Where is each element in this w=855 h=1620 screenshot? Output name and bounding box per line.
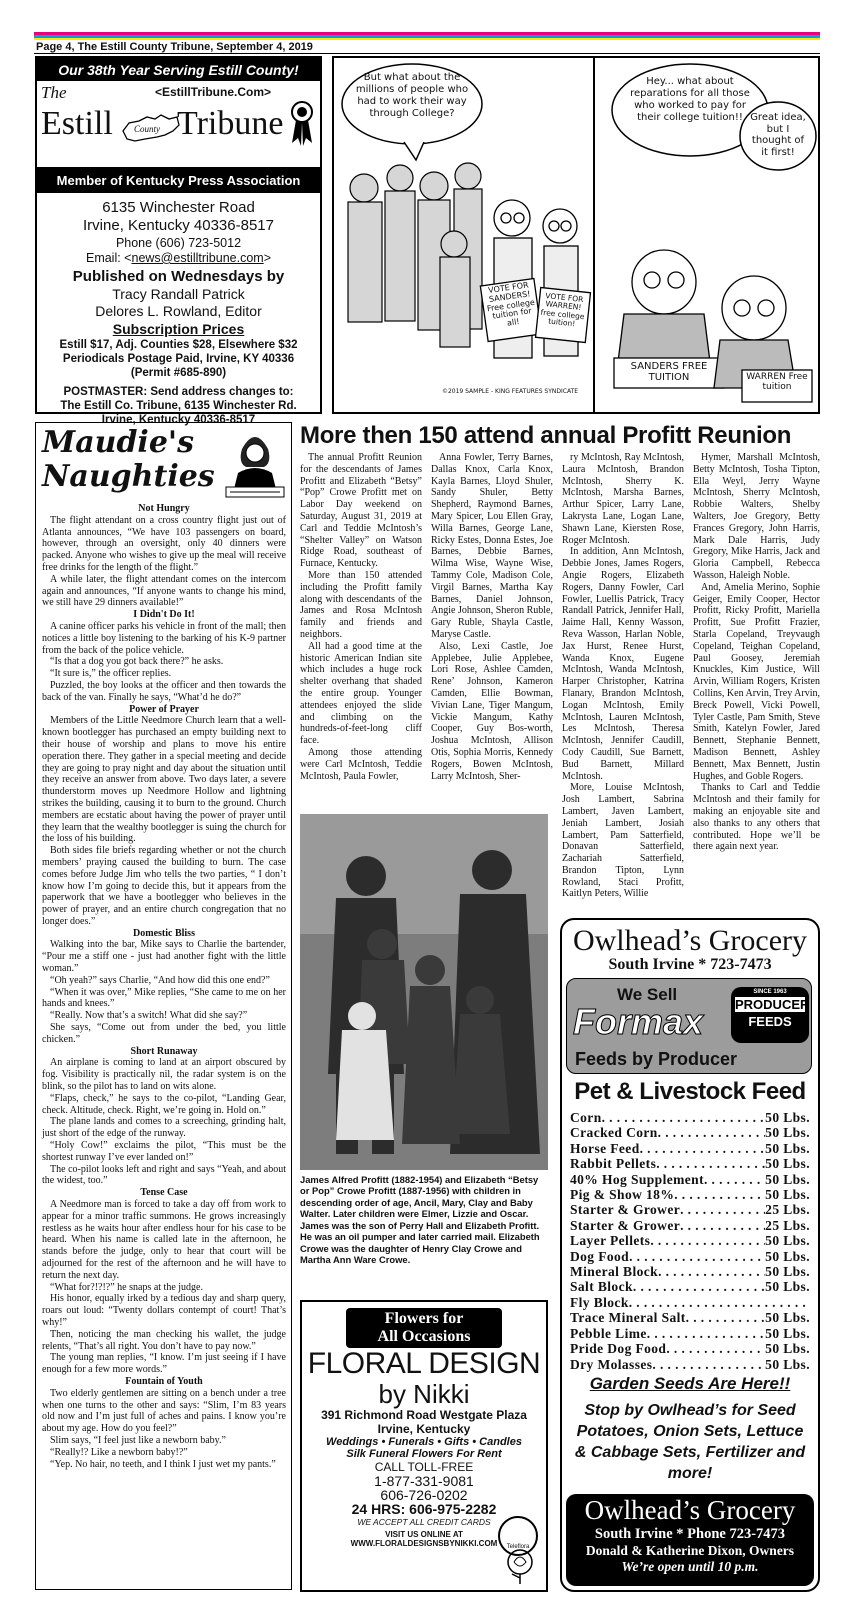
feed-name: Starter & Grower: [570, 1202, 681, 1218]
feed-amount: 50 Lbs.: [765, 1110, 810, 1125]
feed-name: Pride Dog Food: [570, 1341, 667, 1357]
feed-item: [570, 1202, 810, 1217]
feed-item: [570, 1156, 810, 1171]
formax-producer-banner: [566, 978, 812, 1074]
cartoon-label-sanders: SANDERS FREE TUITION: [630, 361, 708, 383]
joke-paragraph: “What for?!?!?” he snaps at the judge.: [50, 1281, 203, 1293]
joke-paragraph: “Is that a dog you got back there?” he asks.: [50, 656, 224, 668]
floral-name: FLORAL DESIGN: [307, 1347, 541, 1380]
joke-paragraph: The young man replies, “I know. I’m just seeing if I have enough for a few more words.”: [42, 1352, 286, 1376]
floral-tollfree-label: CALL TOLL-FREE: [374, 1460, 474, 1474]
joke-paragraph: She says, “Come out from under the bed, you little chicken.”: [42, 1022, 286, 1045]
feed-amount: 25 Lbs.: [765, 1202, 810, 1218]
feed-amount: 50 Lbs.: [765, 1341, 810, 1357]
joke-paragraph: “Holy Cow!” exclaims the pilot, “This must be the shortest runway I’ve ever landed on!”: [42, 1140, 286, 1163]
feed-name: Mineral Block: [570, 1264, 659, 1280]
floral-tollfree-number[interactable]: 1-877-331-9081: [374, 1473, 474, 1489]
feed-name: Rabbit Pellets: [570, 1156, 657, 1172]
joke-paragraph: “Oh yeah?” says Charlie, “And how did this one end?”: [50, 974, 270, 986]
feed-leader: [686, 1310, 766, 1325]
article-paragraph: Hymer, Marshall McIntosh, Betty McIntosh, Tosha Tipton, Ella Weyl, Jerry Wayne McIntosh, Sherry McIntosh, Robbie Walters, Shelby Walters, Joe Gregory, Betty Frances Gregory, John Harris, Mark Dale Harris, Judy Gregory, Mike Harris, Jack and Gloria Campbell, Rebecca Wasson, Haleigh Noble.: [693, 452, 820, 581]
joke-heading: Fountain of Youth: [125, 1375, 203, 1387]
formax-logo: Formax: [573, 1001, 704, 1042]
postmaster-line-2: The Estill Co. Tribune, 6135 Winchester Rd.: [60, 399, 297, 412]
feed-amount: 50 Lbs.: [765, 1325, 810, 1341]
floral-banner-line-2: All Occasions: [377, 1328, 471, 1345]
published-line: Published on Wednesdays by: [72, 268, 285, 286]
cartoon-bubble-reply: Great idea, but I thought of it first!: [750, 112, 806, 158]
email-suffix: >: [263, 250, 271, 265]
producer-feeds-badge: [731, 987, 809, 1043]
feed-heading: Pet & Livestock Feed: [574, 1078, 806, 1105]
joke-paragraph: “It sure is,” the officer replies.: [50, 668, 172, 680]
floral-silk: Silk Funeral Flowers For Rent: [346, 1448, 502, 1460]
producer-since: SINCE 1963: [753, 989, 787, 995]
floral-visit: VISIT US ONLINE AT: [385, 1530, 463, 1539]
joke-heading: Not Hungry: [138, 503, 190, 514]
address-line-2: Irvine, Kentucky 40336-8517: [83, 217, 274, 235]
page-header: Page 4, The Estill County Tribune, September 4, 2019: [36, 41, 313, 53]
award-ribbon-icon: [289, 97, 315, 149]
joke-heading: Power of Prayer: [129, 703, 199, 715]
joke-paragraph: His honor, equally irked by a tedious day and sharp query, roars out loud: “Twenty dollars contempt of court! That’s why!”: [42, 1293, 286, 1328]
postmaster-line-1: POSTMASTER: Send address changes to:: [63, 385, 294, 398]
feed-item: [570, 1310, 810, 1325]
feed-amount: 50 Lbs.: [765, 1187, 810, 1203]
subscription-prices: Estill $17, Adj. Counties $28, Elsewhere $32: [59, 338, 298, 351]
feed-name: Horse Feed: [570, 1140, 640, 1156]
joke-paragraph: A canine officer parks his vehicle in front of the mall; then notices a little boy listening to the barking of his K-9 partner from the back of the police vehicle.: [42, 620, 286, 656]
stop-by-text: Stop by Owlhead’s for Seed Potatoes, Onion Sets, Lettuce & Cabbage Sets, Fertilizer and more!: [574, 1402, 806, 1482]
feed-item: [570, 1341, 810, 1356]
floral-credit-cards: WE ACCEPT ALL CREDIT CARDS: [357, 1517, 491, 1527]
cartoon-bubble-right: Hey... what about reparations for all those who worked to pay for their college tuition!!: [630, 76, 750, 123]
joke-paragraph: “When it was over,” Mike replies, “She came to me on her hands and knees.”: [42, 986, 286, 1010]
feed-name: Dog Food: [570, 1248, 630, 1264]
feed-item: [570, 1279, 810, 1294]
joke-paragraph: Members of the Little Needmore Church learn that a well-known bootlegger has purchased an empty building next to their house of worship and plans to move his entire operation there. They gather in a special meeting and decide they are going to pray night and day about the situation until they receive an answer from above. Two days later, a severe thunderstorm moves up Needmore Hollow and lightning strikes the building, causing it to burn to the ground. Church members are ecstatic about having the power of prayer until they learn that the wealthy bootlegger is suing the church for the loss of his building.: [42, 715, 286, 845]
feed-amount: 50 Lbs.: [765, 1171, 810, 1187]
owlheads-grocery-ad: [560, 918, 820, 1592]
maudie-portrait: [224, 429, 286, 499]
article-paragraph: All had a good time at the historic American Indian site which includes a huge rock shelter overhang that shaded the entire group. Younger attendees enjoyed the slide and climbing on the hundreds-of-feet-long cliff face.: [300, 640, 422, 747]
feed-name: Pebble Lime: [570, 1325, 647, 1341]
feed-name: Dry Molasses: [570, 1356, 653, 1372]
floral-services: Weddings • Funerals • Gifts • Candles: [326, 1436, 522, 1448]
owl-hours: We’re open until 10 p.m.: [621, 1559, 759, 1574]
masthead: [35, 56, 322, 426]
feeds-by-producer: Feeds by Producer: [575, 1049, 738, 1069]
owl-location: South Irvine * 723-7473: [608, 956, 772, 973]
reunion-column-3: [562, 452, 684, 900]
floral-banner-line-1: Flowers for: [384, 1310, 464, 1327]
joke-paragraph: “Yep. No hair, no teeth, and I think I just wet my pants.”: [50, 1458, 276, 1470]
feed-amount: 50 Lbs.: [765, 1125, 810, 1141]
feed-leader: [666, 1341, 765, 1356]
feed-item: [570, 1172, 810, 1187]
feed-name: Pig & Show 18%: [570, 1187, 675, 1203]
feed-amount: 25 Lbs.: [765, 1217, 810, 1233]
website-label[interactable]: <EstillTribune.Com>: [155, 85, 272, 99]
feed-amount: 50 Lbs.: [765, 1264, 810, 1280]
maudie-title-2: Naughties: [42, 459, 215, 494]
reunion-column-4: [693, 452, 820, 853]
garden-seeds: Garden Seeds Are Here!!: [589, 1374, 791, 1393]
feed-item: [570, 1141, 810, 1156]
feed-amount: 50 Lbs.: [765, 1156, 810, 1172]
floral-by-nikki: by Nikki: [378, 1379, 470, 1409]
masthead-banner: Our 38th Year Serving Estill County!: [37, 58, 320, 81]
feed-amount: 50 Lbs.: [765, 1310, 810, 1326]
rose-icon: [500, 1544, 540, 1584]
photo-caption: James Alfred Profitt (1882-1954) and Elizabeth “Betsy or Pop” Crowe Profitt (1887-1956) with children in descending order of age, Ancil, Mary, Clay and Baby Walter. Later children were Elmer, Lizzie and Oscar. James was the son of Perry Hall and Elizabeth Profitt. He was an oil pumper and later carried mail. Elizabeth Crowe was the daughter of Henry Clay Crowe and Martha Ann Ware Crowe.: [300, 1174, 540, 1266]
feed-leader: [629, 1295, 810, 1310]
logo-tribune: Tribune: [177, 105, 284, 142]
article-paragraph: More than 150 attended including the Profitt family along with descendants of the James and Rosa McIntosh family and friends and neighbors.: [300, 569, 422, 640]
feed-name: 40% Hog Supplement: [570, 1171, 704, 1187]
editor-name: Delores L. Rowland, Editor: [95, 303, 262, 320]
owl-name: Owlhead’s Grocery: [572, 924, 808, 957]
feed-leader: [640, 1141, 766, 1156]
address-line-1: 6135 Winchester Road: [102, 199, 255, 216]
feed-amount: 50 Lbs.: [765, 1356, 810, 1372]
joke-paragraph: “Really!? Like a newborn baby!?”: [50, 1446, 188, 1458]
joke-paragraph: A Needmore man is forced to take a day off from work to appear for a minor traffic summons. He grows increasingly restless as he waits hour after endless hour for his case to be heard. When his name is called late in the afternoon, he stands before the judge, only to hear that court will be adjourned for the rest of the afternoon and he will have to return the next day.: [42, 1199, 286, 1281]
maudie-title-1: Maudie's: [42, 425, 194, 460]
feed-leader: [650, 1233, 765, 1248]
logo-estill: Estill: [41, 105, 113, 142]
feed-item: [570, 1295, 810, 1310]
producer-label: PRODUCER: [735, 997, 810, 1012]
cartoon-sign-sanders: VOTE FOR SANDERS! Free college tuition for all!: [486, 280, 536, 328]
owl-bottom-phone: South Irvine * Phone 723-7473: [594, 1526, 786, 1542]
feed-amount: 50 Lbs.: [765, 1248, 810, 1264]
feed-leader: [647, 1326, 765, 1341]
joke-paragraph: Both sides file briefs regarding whether or not the church members’ praying caused the building to burn. The case comes before Judge Jim who tells the two parties, “ I don’t know how I’m going to decide this, but it appears from the paperwork that we have a bootlegger who believes in the power of prayer, and an entire church congregation that no longer does.”: [42, 845, 286, 927]
joke-paragraph: An airplane is coming to land at an airport obscured by fog. Visibility is practically nil, the radar system is on the blink, so the pilot has to land on wits alone.: [42, 1057, 286, 1093]
feed-name: Layer Pellets: [570, 1233, 651, 1249]
joke-paragraph: Then, noticing the man checking his wallet, the judge relents, “That’s all right. You don’t have to pay now.”: [42, 1328, 286, 1352]
we-sell: We Sell: [617, 985, 678, 1004]
floral-url[interactable]: WWW.FLORALDESIGNSBYNIKKI.COM: [350, 1539, 498, 1548]
postmaster-line-3: Irvine, Kentucky 40336-8517: [101, 413, 256, 426]
feed-amount: 50 Lbs.: [765, 1140, 810, 1156]
feed-amount: 50 Lbs.: [765, 1233, 810, 1249]
permit-line: (Permit #685-890): [130, 366, 227, 379]
masthead-info: [37, 193, 320, 427]
feed-leader: [674, 1187, 765, 1202]
feed-leader: [602, 1110, 766, 1125]
header-rule: [34, 53, 820, 54]
floral-city: Irvine, Kentucky: [377, 1422, 471, 1436]
feeds-label: FEEDS: [748, 1014, 792, 1029]
joke-paragraph: The co-pilot looks left and right and says “Yeah, and about the widest, too.”: [42, 1163, 286, 1187]
email-link[interactable]: news@estilltribune.com: [131, 250, 264, 265]
joke-paragraph: Walking into the bar, Mike says to Charlie the bartender, “Pour me a stiff one - just had another fight with the little woman.”: [42, 939, 286, 975]
feed-item: [570, 1233, 810, 1248]
feed-item: [570, 1249, 810, 1264]
teleflora-label: Teleflora: [506, 1544, 530, 1550]
floral-address: 391 Richmond Road Westgate Plaza: [321, 1408, 527, 1422]
article-paragraph: Among those attending were Carl McIntosh, Teddie McIntosh, Paula Fowler,: [300, 746, 422, 782]
joke-paragraph: Puzzled, the boy looks at the officer and then towards the back of the van. Finally he says, “What’d he do?”: [42, 679, 286, 703]
feed-item: [570, 1125, 810, 1140]
subscription-heading: Subscription Prices: [112, 320, 245, 337]
joke-heading: I Didn't Do It!: [133, 609, 195, 621]
color-bar-yellow: [34, 38, 820, 40]
political-cartoon: [332, 56, 820, 414]
feed-name: Salt Block: [570, 1279, 633, 1295]
floral-design-ad: [300, 1300, 548, 1592]
feed-leader: [704, 1172, 765, 1187]
article-paragraph: Thanks to Carl and Teddie McIntosh and their family for making an enjoyable site and also thanks to any others that contributed. Hope we’ll be there again next year.: [693, 782, 820, 853]
periodicals-line: Periodicals Postage Paid, Irvine, KY 40336: [62, 352, 295, 365]
floral-banner: [346, 1308, 502, 1348]
feed-item: [570, 1110, 810, 1125]
article-paragraph: In addition, Ann McIntosh, Debbie Jones, James Rogers, Angie Rogers, Elizabeth Rogers, Danny Fowler, Carl Fowler, Luellis Patrick, Tracy Randall Patrick, Jennifer Hall, Jaime Hall, Kenny Wasson, Reva Wasson, Harlan Noble, Jax Hurst, Renee Hurst, Wanda Knox, Eugene McIntosh, Wanda McIntosh, Harper Christopher, Katrina Flanary, Brandon McIntosh, Logan McIntosh, Emily McIntosh, Lauren McIntosh, Les McIntosh, Theresa McIntosh, Jennifer Caudill, Cody Caudill, Sue Barnett, Bud Barnett, Millard McIntosh.: [562, 546, 684, 782]
floral-24hr-number[interactable]: 24 HRS: 606-975-2282: [351, 1501, 497, 1517]
feed-leader: [633, 1279, 765, 1294]
cartoon-sign-warren: VOTE FOR WARREN! free college tuition!: [540, 291, 585, 329]
reunion-column-2: [431, 452, 553, 782]
feed-amount: 50 Lbs.: [765, 1279, 810, 1295]
feed-item: [570, 1187, 810, 1202]
article-paragraph: More, Louise McIntosh, Josh Lambert, Sabrina Lambert, Javen Lambert, Jeniah Lambert, Josiah Lambert, Pam Satterfield, Donavan Satterfield, Zachariah Satterfield, Brandon Tipton, Lynn Rowland, Staci Profitt, Kaitlyn Peters, Willie: [562, 782, 684, 900]
article-paragraph: Anna Fowler, Terry Barnes, Dallas Knox, Carla Knox, Kayla Barnes, Lloyd Shuler, Sandy Shuler, Betty Shepherd, Raymond Barnes, Mary Spicer, Lou Ellen Gray, Willa Barnes, George Lane, Ricky Estes, Donna Estes, Joe Barnes, Debbie Barnes, Wilma Wise, Wayne Wise, Tammy Cole, Madison Cole, Virgil Barnes, Martha Kay Barnes, Daniel Johnson, Angie Johnson, Sheron Ruble, Gary Ruble, Shayla Castle, Maryse Castle.: [431, 452, 553, 640]
maudie-jokes: [42, 503, 286, 1470]
owl-bottom-name: Owlhead’s Grocery: [584, 1495, 796, 1525]
owl-bottom-box: [566, 1494, 814, 1586]
article-paragraph: The annual Profitt Reunion for the descendants of James Profitt and Elizabeth “Betsy” “Pop” Crowe Profitt met on Labor Day weekend on Saturday, August 31, 2019 at Carl and Teddie McIntosh’s “Shelter Valley” on Watson Ridge Road, southeast of Furnace, Kentucky.: [300, 452, 422, 570]
email-prefix: Email: <: [85, 250, 132, 265]
profitt-family-photo: [300, 814, 548, 1170]
tribune-logo: [37, 81, 320, 168]
article-paragraph: Also, Lexi Castle, Joe Applebee, Julie Applebee, Lori Rose, Ashlee Camden, Rene’ Johnson, Kameron Camden, Ellie Bowman, Vivian Lane, Tiger Mangum, Vickie Mangum, Kathy Cooper, Guy Bos-worth, Joshua McIntosh, Allison Otis, Sophia Morris, Kennedy Rogers, Bowen McIntosh, Larry McIntosh, Sher-: [431, 640, 553, 782]
email-line: [37, 251, 320, 266]
cartoon-label-warren: WARREN Free tuition: [746, 372, 808, 392]
feed-leader: [658, 1125, 766, 1140]
article-paragraph: ry McIntosh, Ray McIntosh, Laura McIntosh, Brandon McIntosh, Sherry K. McIntosh, Marsha Barnes, Arthur Spicer, Larry Lane, Lakrysta Lane, Logan Lane, Shawn Lane, Kiersten Rose, Roger McIntosh.: [562, 452, 684, 546]
joke-heading: Short Runaway: [130, 1045, 198, 1057]
logo-the: The: [41, 83, 67, 102]
article-paragraph: And, Amelia Merino, Sophie Geiger, Emily Cooper, Hector Profitt, Ricky Profitt, Mariella Profitt, Sue Profitt Frazier, Starla Copeland, Treyvaugh Copeland, Teighan Copeland, Paul Goosey, Jeremiah Knuckles, Kim Justice, Will Arvin, William Rogers, Kristen Collins, Ken Arvin, Trey Arvin, Breck Powell, Vicki Powell, Tyler Castle, Pam Smith, Steve Smith, Katelyn Fowler, Jared Bennett, Stephanie Bennett, Madison Bennett, Ashley Bennett, Max Bennett, Justin Hughes, and Goble Rogers.: [693, 581, 820, 782]
joke-heading: Tense Case: [140, 1187, 188, 1199]
joke-paragraph: “Really. Now that’s a switch! What did she say?”: [50, 1010, 248, 1022]
reunion-column-1: [300, 452, 422, 782]
owl-owners: Donald & Katherine Dixon, Owners: [585, 1543, 795, 1558]
feed-leader: [658, 1264, 765, 1279]
joke-paragraph: Two elderly gentlemen are sitting on a bench under a tree when one turns to the other and says: “Slim, I’m 83 years old now and I’m just full of aches and pains. I know you’re about my age. How do you feel?”: [42, 1387, 286, 1435]
feed-item: [570, 1264, 810, 1279]
joke-paragraph: The plane lands and comes to a screeching, grinding halt, just short of the edge of the runway.: [42, 1116, 286, 1140]
joke-paragraph: A while later, the flight attendant comes on the intercom again and announces, “If anyone wants to change his mind, we still have 29 dinners available!”: [42, 573, 286, 609]
maudies-naughties-column: [35, 422, 292, 1590]
feed-item: [570, 1326, 810, 1341]
feed-leader: [629, 1249, 765, 1264]
reunion-headline: More then 150 attend annual Profitt Reunion: [300, 422, 792, 449]
joke-paragraph: The flight attendant on a cross country flight just out of Atlanta announces, “We have 103 passengers on board, however, through an oversight, only 40 dinners were packed. Anyone who wishes to give up the meal will receive free drinks for the length of the flight.”: [42, 514, 286, 573]
feed-leader: [652, 1357, 765, 1372]
feed-leader: [680, 1218, 765, 1233]
feed-list: [570, 1110, 810, 1372]
feed-item: [570, 1357, 810, 1372]
feed-item: [570, 1218, 810, 1233]
joke-paragraph: Slim says, “I feel just like a newborn baby.”: [50, 1434, 226, 1446]
feed-name: Fly Block: [570, 1294, 629, 1310]
feed-leader: [680, 1202, 765, 1217]
cartoon-bubble-left: But what about the millions of people who had to work their way through College?: [355, 72, 469, 119]
feed-leader: [656, 1156, 765, 1171]
floral-local-number[interactable]: 606-726-0202: [380, 1487, 468, 1503]
joke-paragraph: “Flaps, check,” he says to the co-pilot, “Landing Gear, check. Altitude, check. Right, we’re going in. Hold on.”: [42, 1092, 286, 1116]
feed-name: Starter & Grower: [570, 1217, 681, 1233]
member-banner: Member of Kentucky Press Association: [37, 168, 320, 193]
publisher-name: Tracy Randall Patrick: [112, 286, 245, 303]
logo-county: County: [134, 124, 160, 134]
feed-name: Trace Mineral Salt: [570, 1310, 686, 1326]
joke-heading: Domestic Bliss: [133, 927, 195, 939]
phone: Phone (606) 723-5012: [115, 235, 242, 250]
feed-name: Corn: [570, 1110, 602, 1125]
feed-name: Cracked Corn: [570, 1125, 658, 1141]
cartoon-credit: ©2019 SAMPLE - KING FEATURES SYNDICATE: [441, 388, 579, 395]
